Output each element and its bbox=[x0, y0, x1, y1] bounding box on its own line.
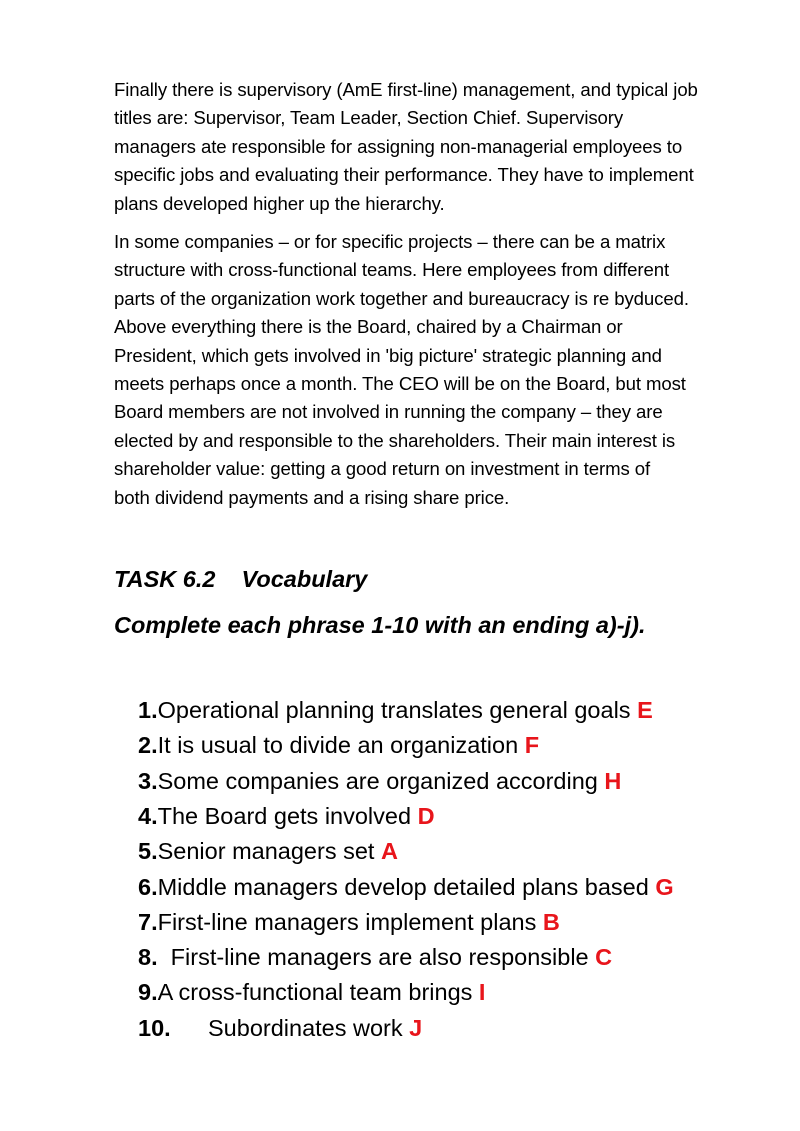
task-instruction: Complete each phrase 1-10 with an ending a)-j). bbox=[114, 612, 646, 639]
list-item bbox=[138, 905, 754, 940]
item-number: 6. bbox=[138, 873, 158, 900]
item-answer: E bbox=[637, 697, 653, 724]
item-text: Senior managers set bbox=[157, 838, 381, 865]
list-item bbox=[138, 975, 754, 1010]
item-answer: B bbox=[542, 908, 560, 935]
list-item bbox=[138, 834, 754, 869]
item-number: 7. bbox=[138, 908, 158, 935]
item-answer: D bbox=[417, 802, 435, 829]
item-number: 2. bbox=[138, 732, 158, 759]
item-text: A cross-functional team brings bbox=[157, 979, 479, 1006]
item-text: It is usual to divide an organization bbox=[157, 732, 525, 759]
item-number: 1. bbox=[138, 697, 158, 724]
list-item bbox=[138, 799, 754, 834]
item-answer: C bbox=[595, 944, 613, 971]
list-item bbox=[138, 870, 754, 905]
item-answer: H bbox=[604, 767, 622, 794]
phrase-list bbox=[114, 693, 754, 1046]
item-text: Middle managers develop detailed plans based bbox=[157, 873, 656, 900]
paragraph-supervisory-management: Finally there is supervisory (AmE first-line) management, and typical job titles are: Supervisor, Team Leader, Section Chief. Supervisory managers ate responsible for assigning non-managerial employees to specific jobs and evaluating their performance. They have to implement plans developed higher up the hierarchy. bbox=[114, 79, 698, 214]
item-text: First-line managers implement plans bbox=[157, 908, 543, 935]
item-text: First-line managers are also responsible bbox=[157, 944, 596, 971]
item-text: The Board gets involved bbox=[157, 802, 418, 829]
item-text: Subordinates work bbox=[208, 1014, 410, 1041]
item-number: 10. bbox=[138, 1014, 171, 1041]
item-number: 8. bbox=[138, 944, 158, 971]
item-number: 4. bbox=[138, 802, 158, 829]
task-heading: TASK 6.2 Vocabulary bbox=[114, 566, 368, 593]
item-text: Some companies are organized according bbox=[157, 767, 605, 794]
item-answer: A bbox=[380, 838, 398, 865]
item-number: 5. bbox=[138, 838, 158, 865]
paragraph-matrix-structure: In some companies – or for specific projects – there can be a matrix structure with cross-functional teams. Here employees from different parts of the organization work together and bureaucracy is re byduced. Above everything there is the Board, chaired by a Chairman or President, which gets involved in 'big picture' strategic planning and meets perhaps once a month. The CEO will be on the Board, but most Board members are not involved in running the company – they are elected by and responsible to the shareholders. Their main interest is shareholder value: getting a good return on investment in terms of both dividend payments and a rising share price. bbox=[114, 231, 689, 508]
list-item bbox=[138, 1011, 754, 1046]
list-item bbox=[138, 728, 754, 763]
item-number: 9. bbox=[138, 979, 158, 1006]
item-text: Operational planning translates general goals bbox=[157, 697, 638, 724]
item-answer: F bbox=[524, 732, 540, 759]
list-item bbox=[138, 693, 754, 728]
item-answer: G bbox=[655, 873, 674, 900]
item-answer: I bbox=[478, 979, 486, 1006]
list-item bbox=[138, 764, 754, 799]
document-page bbox=[114, 76, 754, 1046]
item-answer: J bbox=[409, 1014, 423, 1041]
item-number: 3. bbox=[138, 767, 158, 794]
list-item bbox=[138, 940, 754, 975]
